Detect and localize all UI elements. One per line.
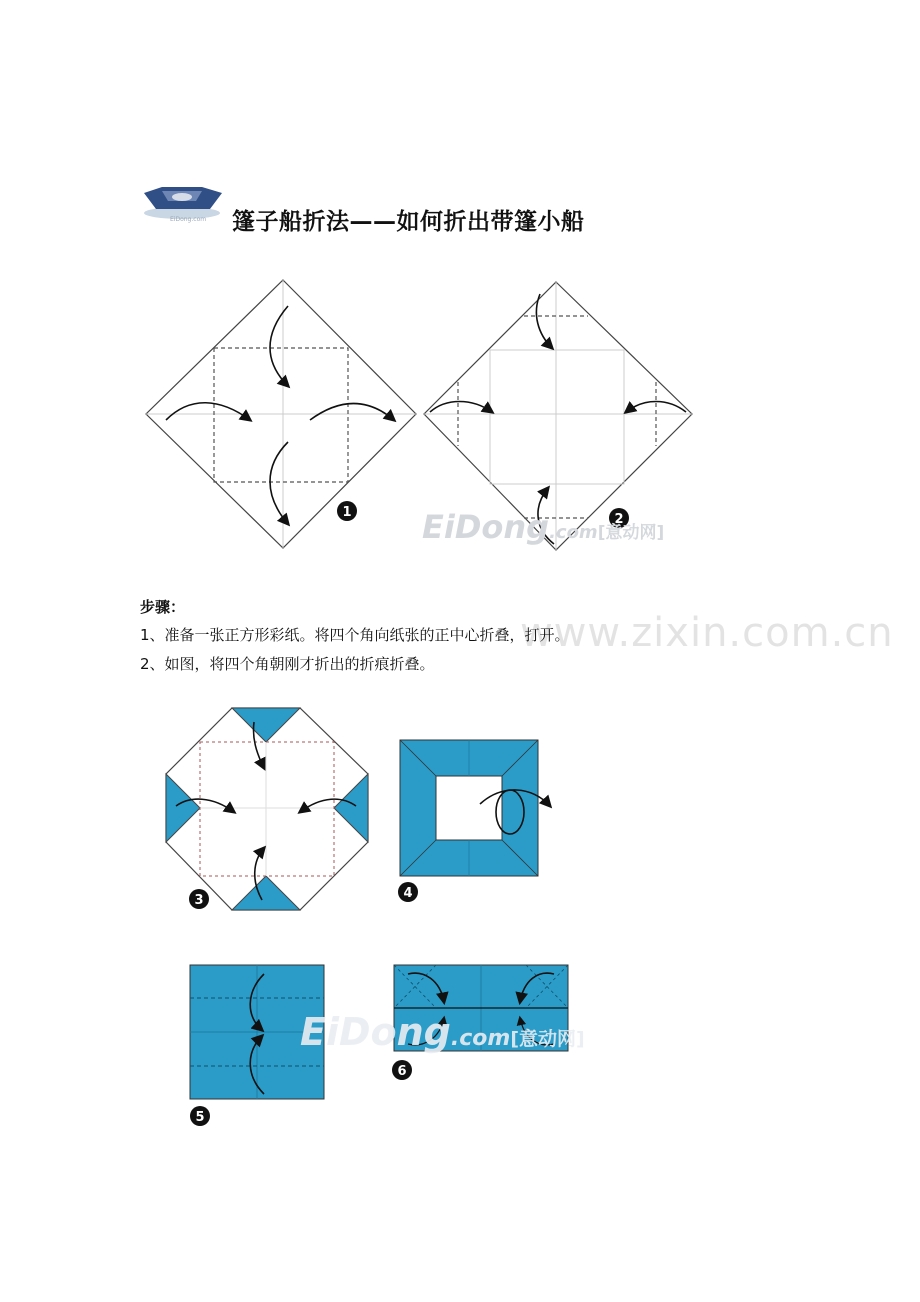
step-number-1: 1: [342, 505, 352, 520]
page-title: 篷子船折法——如何折出带篷小船: [232, 209, 585, 235]
step-number-5: 5: [195, 1110, 205, 1125]
boat-logo-icon: [140, 183, 232, 223]
step-number-3: 3: [194, 893, 204, 908]
step-text-1: 1、准备一张正方形彩纸。将四个角向纸张的正中心折叠，打开。: [140, 626, 570, 644]
step-number-2: 2: [614, 512, 624, 527]
steps-heading: 步骤：: [140, 598, 186, 616]
eidong-watermark-top: EiDong.com[意动网]: [422, 508, 665, 546]
eidong-watermark-bottom: EiDong.com[意动网]: [300, 1010, 585, 1054]
step-number-6: 6: [397, 1064, 407, 1079]
step-number-4: 4: [403, 886, 413, 901]
fold-diagram-step-1: [140, 274, 422, 556]
svg-text:EiDong.com: EiDong.com: [170, 216, 207, 223]
background-watermark: www.zixin.com.cn: [520, 610, 894, 656]
fold-diagram-step-3: [160, 702, 374, 916]
fold-diagram-step-4: [392, 734, 564, 906]
step-text-2: 2、如图，将四个角朝刚才折出的折痕折叠。: [140, 655, 435, 673]
